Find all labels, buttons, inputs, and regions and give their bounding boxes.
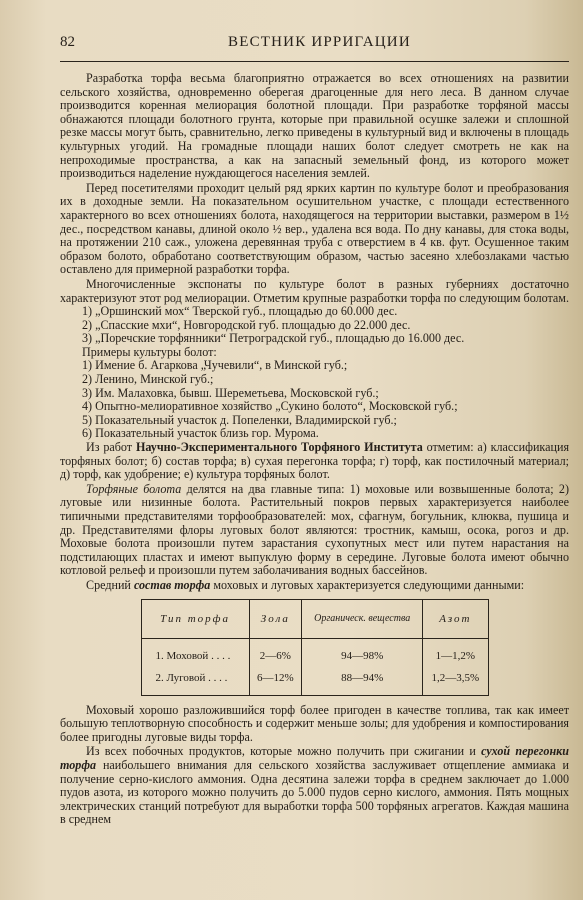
cell-organic: 94—98% [302,638,423,667]
paragraph-exhibits: Многочисленные экспонаты по культуре болот в разных губерниях достаточно характеризуют этот род мелиорации. Отметим крупные разработки торфа по следующим болотам. [60,276,569,305]
peat-composition-table [141,599,489,696]
composition-lead: Средний [86,577,131,592]
page-header [60,34,569,58]
list-item: 3) „Поречские торфянники“ Петроградской губ., площадью до 16.000 дес. [82,331,465,346]
peat-works-list [60,305,569,346]
byproducts-term: сухой перегонки торфа [60,744,570,772]
bog-term: Торфяные болота [86,481,182,496]
header-peat-type: Тип торфа [141,599,249,638]
paragraph-institute [60,441,569,482]
composition-term: состав торфа [133,577,211,592]
institute-name: Научно-Экспериментального Торфяного Института [135,440,423,455]
list-item: 5) Показательный участок д. Попеленки, Владимирской губ.; [82,412,397,427]
header-ash: Зола [249,599,302,638]
culture-examples-list [60,346,569,441]
composition-text: моховых и луговых характеризуется следующими данными: [213,577,525,592]
byproducts-lead: Из всех побочных продуктов, которые можно получить при сжигании и [86,744,476,759]
journal-title: ВЕСТНИК ИРРИГАЦИИ [228,34,411,50]
institute-text: отметим: а) классификация торфяных болот; б) состав торфа; в) сухая перегонка торфа; г) торф, как постилочный материал; д) торф, как удобрение; е) культура торфяных болот. [60,440,570,482]
cell-organic: 88—94% [302,667,423,696]
header-organic: Органическ. вещества [302,599,423,638]
cell-type: 1. Моховой . . . . [141,638,249,667]
institute-lead: Из работ [86,440,133,455]
bog-text: делятся на два главные типа: 1) моховые или возвышенные болота; 2) луговые или низинные болота. Растительный покров первых характеризуется наиболее типичными представителями торфообразователей: мох, сфагнум, богульник, клюква, пушица и др. Представителями флоры луговых болот являются: тростник, камыш, осока, рогоз и др. Моховые болота произошли путем зарастания сухопутных мест или путем нарастания на подстилающих пластах и имеют выпуклую форму в середине. Луговые болота имеют обычно котловой рельеф и произошли путем заболачивания водных бассейнов. [60,481,569,578]
table-header-row [141,599,488,638]
paragraph-composition [60,579,569,593]
list-item: 6) Показательный участок близь гор. Мурома. [82,426,319,441]
table-row [141,638,488,667]
cell-ash: 6—12% [249,667,302,696]
paragraph-bog-types [60,483,569,578]
list-heading: Примеры культуры болот: [82,344,217,359]
paragraph-peat-benefits: Разработка торфа весьма благоприятно отражается во всех отношениях на развитии сельского хозяйства, одновременно оберегая драгоценные для него леса. В данном случае производится коренная мелиорация болотной площади. При разработке торфяной массы обнажаются площади болотного грунта, которые при правильной осушке залежи и сплошной резке массы могут быть, сравнительно, легко приведены в культурный вид и включены в площадь культурных угодий. На громадные площади наших болот следует смотреть не как на непроходимые пространства, а как на запасный земельный фонд, из которого может производиться наделение нуждающегося населения землей. [60,71,569,181]
table-row [141,667,488,696]
header-nitrogen: Азот [423,599,488,638]
list-item: 3) Им. Малаховка, бывш. Шереметьева, Московской губ.; [82,385,379,400]
byproducts-text: наибольшего внимания для сельского хозяйства заслуживает отщепление аммиака и получение серно-кислого аммония. Одна десятина залежи торфа в среднем заключает до 1.000 пудов азота, из которого можно получить до 5.000 пудов серно кислого, аммония. Пять мощных электрических станций потребуют для выработки торфа 500 торфяных агрегатов. Каждая машина в среднем [60,757,569,827]
composition-table-wrap [60,599,569,696]
cell-nitrogen: 1,2—3,5% [423,667,488,696]
paragraph-exhibition: Перед посетителями проходит целый ряд ярких картин по культуре болот и преобразования их в доходные земли. На показательном осушительном участке, с площади естественного характерного во всех отношениях болота, находящегося на территории выставки, размером в 1½ дес., посредством канавы, длиной около ½ вер., удалена вся вода. По дну канавы, для стока воды, на протяжении 210 саж., уложена деревянная труба с отверстием в 4 кв. фут. Осушенное таким образом болото, обработано соответствующим образом, частью засеяно хлебозлаками частью оставлено для примерной разработки торфа. [60,180,569,277]
list-item: 1) „Оршинский мох“ Тверской губ., площадью до 60.000 дес. [82,304,398,319]
list-item: 4) Опытно-мелиоративное хозяйство „Сукино болото“, Московской губ.; [82,399,458,414]
list-item: 2) „Спасские мхи“, Новгородской губ. площадью до 22.000 дес. [82,317,411,332]
list-item: 1) Имение б. Агаркова „Чучевили“, в Минской губ.; [82,358,348,373]
page-number: 82 [60,34,75,50]
cell-nitrogen: 1—1,2% [423,638,488,667]
paragraph-moss-peat: Моховый хорошо разложившийся торф более пригоден в качестве топлива, так как имеет большую теплотворную способность и содержит меньше золы; для удобрения и компостирования более пригодны луговые виды торфа. [60,702,569,744]
cell-ash: 2—6% [249,638,302,667]
header-rule [60,61,569,62]
list-item: 2) Ленино, Минской губ.; [82,372,214,387]
cell-type: 2. Луговой . . . . [141,667,249,696]
paragraph-byproducts [60,745,569,827]
